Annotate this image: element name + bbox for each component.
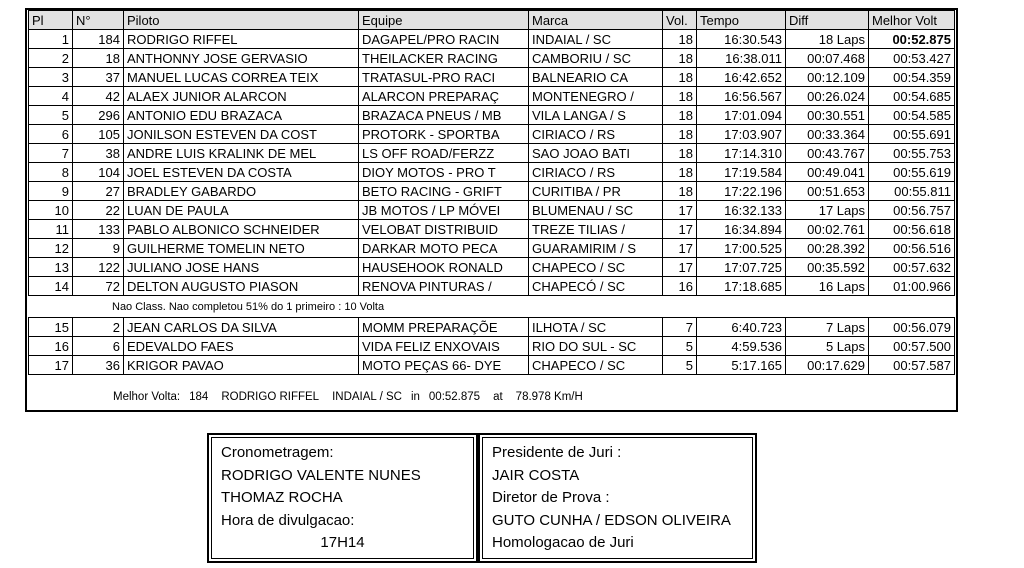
cell-marca: TREZE TILIAS /: [529, 220, 663, 239]
cell-tempo: 4:59.536: [697, 337, 786, 356]
box-line: THOMAZ ROCHA: [221, 489, 343, 506]
cell-pl: 3: [29, 68, 73, 87]
cell-piloto: KRIGOR PAVAO: [124, 356, 359, 375]
cell-tempo: 16:32.133: [697, 201, 786, 220]
cell-num: 133: [73, 220, 124, 239]
table-row: [29, 163, 955, 182]
table-row: [29, 49, 955, 68]
cell-marca: CHAPECO / SC: [529, 258, 663, 277]
cell-tempo: 16:38.011: [697, 49, 786, 68]
cell-tempo: 17:22.196: [697, 182, 786, 201]
cell-vol: 17: [663, 239, 697, 258]
cell-melhor: 00:55.753: [869, 144, 955, 163]
table-row: [29, 318, 955, 337]
cell-diff: 00:28.392: [786, 239, 869, 258]
cell-melhor: 00:54.685: [869, 87, 955, 106]
jury-box-content: [482, 437, 753, 559]
not-classified-note: Nao Class. Nao completou 51% do 1 primeiro : 10 Volta: [112, 301, 385, 313]
cell-pl: 9: [29, 182, 73, 201]
cell-marca: SAO JOAO BATI: [529, 144, 663, 163]
box-line: Diretor de Prova :: [492, 489, 610, 506]
cell-melhor: 00:55.691: [869, 125, 955, 144]
table-row: [29, 106, 955, 125]
cell-marca: CAMBORIU / SC: [529, 49, 663, 68]
cell-vol: 18: [663, 68, 697, 87]
box-line: Hora de divulgacao:: [221, 511, 355, 529]
cell-piloto: LUAN DE PAULA: [124, 201, 359, 220]
table-row: [29, 182, 955, 201]
cell-tempo: 5:17.165: [697, 356, 786, 375]
cell-piloto: ANTONIO EDU BRAZACA: [124, 106, 359, 125]
box-line: Homologacao de Juri: [492, 534, 634, 551]
table-row: [29, 125, 955, 144]
best-lap-speed: 78.978 Km/H: [515, 391, 583, 403]
table-row: [29, 87, 955, 106]
jury-box-lines: [492, 442, 743, 555]
cell-vol: 18: [663, 30, 697, 49]
results-table-unclassified: [28, 317, 955, 375]
cell-piloto: JULIANO JOSE HANS: [124, 258, 359, 277]
results-table-classified: [28, 10, 955, 296]
cell-vol: 17: [663, 220, 697, 239]
cell-vol: 5: [663, 337, 697, 356]
cell-num: 36: [73, 356, 124, 375]
cell-tempo: 17:07.725: [697, 258, 786, 277]
cell-diff: 00:30.551: [786, 106, 869, 125]
cell-diff: 00:49.041: [786, 163, 869, 182]
cell-num: 2: [73, 318, 124, 337]
cell-piloto: DELTON AUGUSTO PIASON: [124, 277, 359, 296]
cell-num: 42: [73, 87, 124, 106]
box-line: RODRIGO VALENTE NUNES: [221, 466, 421, 484]
cell-equipe: DAGAPEL/PRO RACIN: [359, 30, 529, 49]
cell-pl: 5: [29, 106, 73, 125]
column-header-melhor: Melhor Volt: [869, 11, 955, 30]
cell-melhor: 00:53.427: [869, 49, 955, 68]
cell-pl: 17: [29, 356, 73, 375]
cell-vol: 7: [663, 318, 697, 337]
timing-box-lines: [221, 442, 464, 532]
cell-melhor: 00:56.757: [869, 201, 955, 220]
best-lap-summary: [113, 391, 596, 403]
cell-vol: 18: [663, 49, 697, 68]
cell-piloto: JOEL ESTEVEN DA COSTA: [124, 163, 359, 182]
classified-rows: [29, 30, 955, 296]
column-header-piloto: Piloto: [124, 11, 359, 30]
table-row: [29, 239, 955, 258]
cell-num: 18: [73, 49, 124, 68]
cell-tempo: 17:00.525: [697, 239, 786, 258]
cell-marca: VILA LANGA / S: [529, 106, 663, 125]
column-header-pl: Pl: [29, 11, 73, 30]
cell-equipe: VIDA FELIZ ENXOVAIS: [359, 337, 529, 356]
cell-pl: 6: [29, 125, 73, 144]
cell-marca: CIRIACO / RS: [529, 163, 663, 182]
best-lap-time: 00:52.875: [428, 391, 481, 403]
cell-num: 105: [73, 125, 124, 144]
cell-pl: 11: [29, 220, 73, 239]
results-sheet-frame: [25, 8, 958, 412]
cell-vol: 18: [663, 163, 697, 182]
cell-piloto: RODRIGO RIFFEL: [124, 30, 359, 49]
cell-vol: 17: [663, 258, 697, 277]
cell-diff: 5 Laps: [786, 337, 869, 356]
cell-piloto: EDEVALDO FAES: [124, 337, 359, 356]
column-header-vol: Vol.: [663, 11, 697, 30]
cell-tempo: 17:18.685: [697, 277, 786, 296]
cell-piloto: ANTHONNY JOSE GERVASIO: [124, 49, 359, 68]
cell-melhor: 00:56.079: [869, 318, 955, 337]
cell-marca: BLUMENAU / SC: [529, 201, 663, 220]
cell-diff: 00:02.761: [786, 220, 869, 239]
table-row: [29, 258, 955, 277]
best-lap-pilot: RODRIGO RIFFEL: [221, 391, 320, 403]
cell-pl: 14: [29, 277, 73, 296]
cell-num: 22: [73, 201, 124, 220]
best-lap-location: INDAIAL / SC: [332, 391, 402, 403]
cell-piloto: JONILSON ESTEVEN DA COST: [124, 125, 359, 144]
cell-num: 104: [73, 163, 124, 182]
cell-tempo: 16:42.652: [697, 68, 786, 87]
cell-pl: 13: [29, 258, 73, 277]
best-lap-label: Melhor Volta:: [113, 391, 181, 403]
publication-time: 17H14: [320, 534, 365, 551]
cell-num: 72: [73, 277, 124, 296]
best-lap-in-word: in: [410, 391, 420, 403]
cell-tempo: 6:40.723: [697, 318, 786, 337]
table-row: [29, 30, 955, 49]
cell-marca: MONTENEGRO /: [529, 87, 663, 106]
cell-melhor: 00:55.811: [869, 182, 955, 201]
cell-melhor: 01:00.966: [869, 277, 955, 296]
cell-equipe: THEILACKER RACING: [359, 49, 529, 68]
cell-equipe: PROTORK - SPORTBA: [359, 125, 529, 144]
cell-vol: 5: [663, 356, 697, 375]
jury-box: [478, 433, 757, 563]
table-row: [29, 68, 955, 87]
cell-tempo: 17:14.310: [697, 144, 786, 163]
cell-vol: 18: [663, 182, 697, 201]
unclassified-rows: [29, 318, 955, 375]
cell-diff: 00:17.629: [786, 356, 869, 375]
cell-equipe: RENOVA PINTURAS /: [359, 277, 529, 296]
best-lap-number: 184: [189, 391, 209, 403]
cell-equipe: DARKAR MOTO PECA: [359, 239, 529, 258]
cell-marca: BALNEARIO CA: [529, 68, 663, 87]
cell-piloto: PABLO ALBONICO SCHNEIDER: [124, 220, 359, 239]
cell-pl: 1: [29, 30, 73, 49]
cell-equipe: JB MOTOS / LP MÓVEI: [359, 201, 529, 220]
cell-marca: CURITIBA / PR: [529, 182, 663, 201]
cell-equipe: DIOY MOTOS - PRO T: [359, 163, 529, 182]
cell-vol: 16: [663, 277, 697, 296]
cell-melhor: 00:54.585: [869, 106, 955, 125]
column-header-num: N°: [73, 11, 124, 30]
cell-equipe: BETO RACING - GRIFT: [359, 182, 529, 201]
cell-marca: CHAPECO / SC: [529, 356, 663, 375]
cell-marca: CIRIACO / RS: [529, 125, 663, 144]
box-line: Presidente de Juri :: [492, 444, 622, 461]
cell-piloto: GUILHERME TOMELIN NETO: [124, 239, 359, 258]
column-header-marca: Marca: [529, 11, 663, 30]
cell-diff: 00:12.109: [786, 68, 869, 87]
cell-melhor: 00:52.875: [869, 30, 955, 49]
cell-diff: 17 Laps: [786, 201, 869, 220]
table-row: [29, 144, 955, 163]
table-row: [29, 277, 955, 296]
cell-vol: 17: [663, 201, 697, 220]
cell-equipe: MOTO PEÇAS 66- DYE: [359, 356, 529, 375]
table-row: [29, 356, 955, 375]
cell-num: 38: [73, 144, 124, 163]
cell-diff: 00:07.468: [786, 49, 869, 68]
cell-tempo: 17:03.907: [697, 125, 786, 144]
footer-boxes: [207, 433, 757, 563]
cell-num: 296: [73, 106, 124, 125]
cell-melhor: 00:56.618: [869, 220, 955, 239]
cell-piloto: MANUEL LUCAS CORREA TEIX: [124, 68, 359, 87]
cell-pl: 10: [29, 201, 73, 220]
cell-equipe: MOMM PREPARAÇÕE: [359, 318, 529, 337]
cell-piloto: ALAEX JUNIOR ALARCON: [124, 87, 359, 106]
cell-diff: 16 Laps: [786, 277, 869, 296]
cell-equipe: HAUSEHOOK RONALD: [359, 258, 529, 277]
cell-pl: 2: [29, 49, 73, 68]
cell-vol: 18: [663, 144, 697, 163]
table-header-row: [29, 11, 955, 30]
cell-melhor: 00:54.359: [869, 68, 955, 87]
cell-num: 184: [73, 30, 124, 49]
box-line: GUTO CUNHA / EDSON OLIVEIRA: [492, 511, 731, 529]
cell-equipe: LS OFF ROAD/FERZZ: [359, 144, 529, 163]
cell-melhor: 00:55.619: [869, 163, 955, 182]
cell-tempo: 17:01.094: [697, 106, 786, 125]
cell-diff: 00:26.024: [786, 87, 869, 106]
cell-piloto: JEAN CARLOS DA SILVA: [124, 318, 359, 337]
cell-vol: 18: [663, 106, 697, 125]
column-header-equipe: Equipe: [359, 11, 529, 30]
cell-tempo: 16:30.543: [697, 30, 786, 49]
cell-pl: 16: [29, 337, 73, 356]
timing-box-content: [211, 437, 474, 559]
cell-piloto: ANDRE LUIS KRALINK DE MEL: [124, 144, 359, 163]
table-row: [29, 220, 955, 239]
cell-diff: 00:51.653: [786, 182, 869, 201]
cell-marca: ILHOTA / SC: [529, 318, 663, 337]
column-header-diff: Diff: [786, 11, 869, 30]
cell-melhor: 00:57.587: [869, 356, 955, 375]
cell-num: 27: [73, 182, 124, 201]
cell-marca: CHAPECÓ / SC: [529, 277, 663, 296]
timing-box: [207, 433, 478, 563]
cell-piloto: BRADLEY GABARDO: [124, 182, 359, 201]
cell-diff: 00:33.364: [786, 125, 869, 144]
best-lap-at-word: at: [493, 391, 503, 403]
cell-num: 6: [73, 337, 124, 356]
cell-num: 9: [73, 239, 124, 258]
cell-melhor: 00:57.632: [869, 258, 955, 277]
cell-melhor: 00:57.500: [869, 337, 955, 356]
cell-diff: 7 Laps: [786, 318, 869, 337]
cell-vol: 18: [663, 87, 697, 106]
cell-tempo: 17:19.584: [697, 163, 786, 182]
cell-equipe: VELOBAT DISTRIBUID: [359, 220, 529, 239]
cell-equipe: BRAZACA PNEUS / MB: [359, 106, 529, 125]
box-line: JAIR COSTA: [492, 466, 580, 484]
cell-pl: 12: [29, 239, 73, 258]
cell-diff: 00:35.592: [786, 258, 869, 277]
cell-tempo: 16:56.567: [697, 87, 786, 106]
cell-marca: GUARAMIRIM / S: [529, 239, 663, 258]
cell-equipe: ALARCON PREPARAÇ: [359, 87, 529, 106]
cell-equipe: TRATASUL-PRO RACI: [359, 68, 529, 87]
cell-num: 122: [73, 258, 124, 277]
column-header-tempo: Tempo: [697, 11, 786, 30]
cell-pl: 15: [29, 318, 73, 337]
cell-diff: 18 Laps: [786, 30, 869, 49]
table-row: [29, 337, 955, 356]
cell-marca: RIO DO SUL - SC: [529, 337, 663, 356]
cell-tempo: 16:34.894: [697, 220, 786, 239]
cell-pl: 8: [29, 163, 73, 182]
cell-diff: 00:43.767: [786, 144, 869, 163]
cell-vol: 18: [663, 125, 697, 144]
table-row: [29, 201, 955, 220]
cell-melhor: 00:56.516: [869, 239, 955, 258]
cell-marca: INDAIAL / SC: [529, 30, 663, 49]
cell-pl: 7: [29, 144, 73, 163]
cell-num: 37: [73, 68, 124, 87]
cell-pl: 4: [29, 87, 73, 106]
box-line: Cronometragem:: [221, 444, 334, 461]
